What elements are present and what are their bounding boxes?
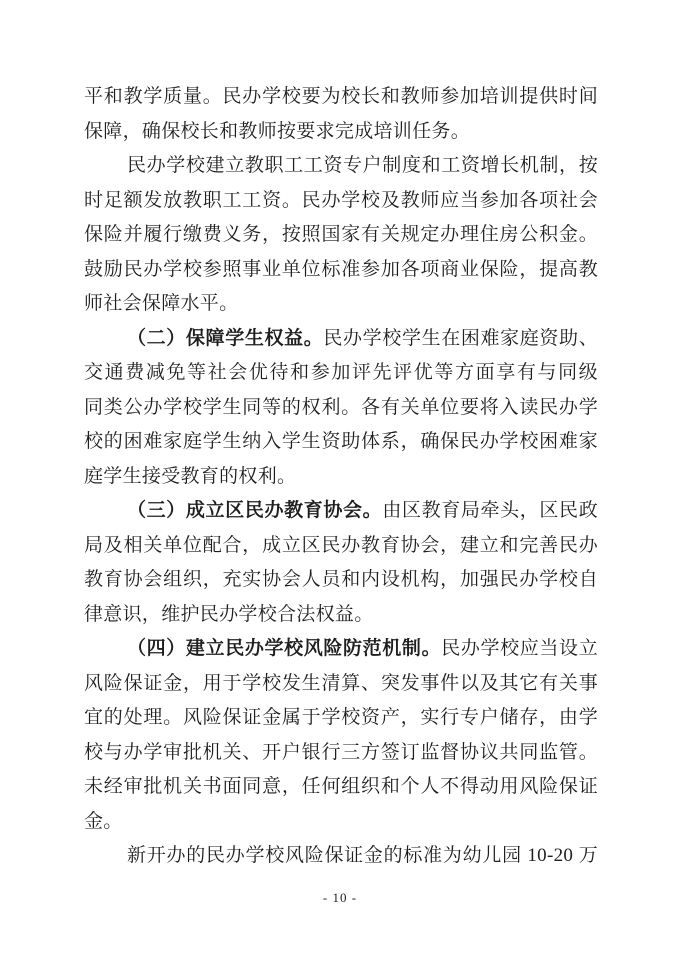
text-line: 平和教学质量。民办学校要为校长和教师参加培训提供时间 (84, 86, 598, 107)
document-body (84, 80, 598, 874)
paragraph-heading: （四）建立民办学校风险防范机制。 (127, 638, 442, 659)
page-number: - 10 - (322, 890, 358, 905)
text-line: 教育协会组织，充实协会人员和内设机构，加强民办学校自 (84, 569, 598, 590)
text-line: 校与办学审批机关、开户银行三方签订监督协议共同监管。 (84, 741, 598, 763)
text-line: 风险保证金，用于学校发生清算、突发事件以及其它有关事 (84, 672, 598, 694)
text-line: 律意识，维护民办学校合法权益。 (84, 603, 374, 625)
text-line: （二）保障学生权益。民办学校学生在困难家庭资助、 (127, 327, 598, 349)
text-line: 保险并履行缴费义务，按照国家有关规定办理住房公积金。 (84, 224, 598, 245)
text-line: 同类公办学校学生同等的权利。各有关单位要将入读民办学 (84, 396, 598, 418)
text-line: 鼓励民办学校参照事业单位标准参加各项商业保险，提高教 (84, 258, 598, 280)
paragraph-heading: （三）成立区民办教育协会。 (127, 500, 383, 521)
text-line: （四）建立民办学校风险防范机制。民办学校应当设立 (127, 638, 598, 659)
text-line: 宜的处理。风险保证金属于学校资产，实行专户储存，由学 (84, 707, 598, 728)
text-line: 局及相关单位配合，成立区民办教育协会，建立和完善民办 (84, 534, 598, 556)
text-line: 庭学生接受教育的权利。 (84, 465, 297, 487)
text-line: 交通费减免等社会优待和参加评先评优等方面享有与同级 (84, 362, 598, 383)
paragraph-heading: （二）保障学生权益。 (127, 327, 324, 349)
text-line: 师社会保障水平。 (84, 293, 239, 314)
text-line: 金。 (84, 810, 123, 832)
text-line: 时足额发放教职工工资。民办学校及教师应当参加各项社会 (84, 189, 598, 211)
text-line: 新开办的民办学校风险保证金的标准为幼儿园 10-20 万 (127, 845, 598, 866)
text-line: （三）成立区民办教育协会。由区教育局牵头，区民政 (127, 500, 598, 521)
text-line: 民办学校建立教职工工资专户制度和工资增长机制，按 (127, 155, 598, 176)
text-line: 保障，确保校长和教师按要求完成培训任务。 (84, 120, 471, 142)
text-line: 未经审批机关书面同意，任何组织和个人不得动用风险保证 (84, 776, 598, 797)
text-line: 校的困难家庭学生纳入学生资助体系，确保民办学校困难家 (84, 431, 598, 452)
